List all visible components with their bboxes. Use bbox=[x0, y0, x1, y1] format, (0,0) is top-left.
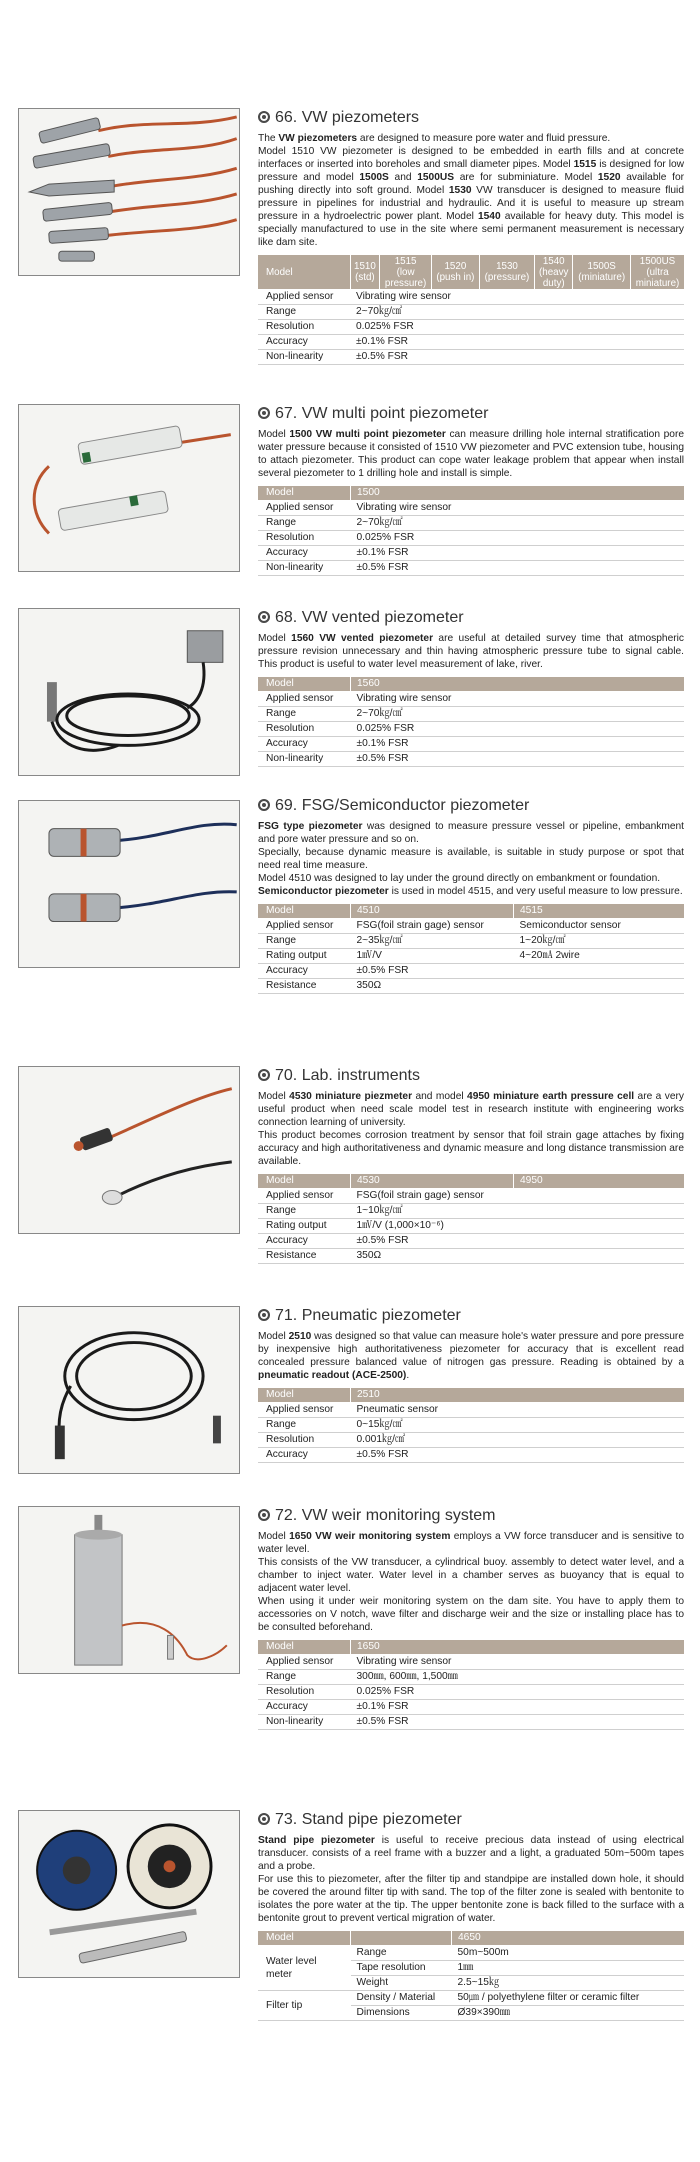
spec-table bbox=[258, 255, 684, 365]
section-title: 72. VW weir monitoring system bbox=[258, 1506, 684, 1525]
table-row: Non-linearity ±0.5% FSR bbox=[258, 1715, 684, 1730]
stand-pipe-content bbox=[258, 1810, 684, 2021]
spec-header-row: Model 2510 bbox=[258, 1388, 684, 1403]
lab-illustration bbox=[19, 1067, 239, 1233]
table-row: Applied sensor Vibrating wire sensor bbox=[258, 692, 684, 707]
fsg-content bbox=[258, 796, 684, 994]
table-row: Resistance 350Ω bbox=[258, 1249, 684, 1264]
section-description: Model 4530 miniature piezmeter and model 4950 miniature earth pressure cell are a very useful product when need scale model test in research institute with engineering works connection learning of university. This product becomes corrosion treatment by sensor that foil strain gage attaches by fixing accuracy and high authoritativeness and dynamic measure and long distance transmission are available. bbox=[258, 1091, 684, 1167]
circle-bullet-icon bbox=[258, 1309, 270, 1321]
vw-piezometers-photo bbox=[18, 108, 240, 276]
section-title: 70. Lab. instruments bbox=[258, 1066, 684, 1085]
multi-point-content bbox=[258, 404, 684, 576]
spec-table bbox=[258, 1640, 684, 1730]
circle-bullet-icon bbox=[258, 1509, 270, 1521]
table-row: Non-linearity ±0.5% FSR bbox=[258, 561, 684, 576]
vented-piezometer-photo bbox=[18, 608, 240, 776]
section-description: Model 1500 VW multi point piezometer can measure drilling hole internal stratification pore water pressure because it consisted of 1510 VW piezometer and PVC extension tube, housing to attach piezometer. This product can cope water leakage problem that appear when install several piezometer to 1 drilling hole and install is simple. bbox=[258, 429, 684, 479]
table-row: Rating output 1㎷/V (1,000×10⁻⁶) bbox=[258, 1219, 684, 1234]
multi-point-piezometer-photo bbox=[18, 404, 240, 572]
circle-bullet-icon bbox=[258, 1069, 270, 1081]
table-row: Range 2~70㎏/㎠ bbox=[258, 516, 684, 531]
vw-piezometers-content bbox=[258, 108, 684, 365]
spec-table bbox=[258, 1388, 684, 1463]
lab-instruments-photo bbox=[18, 1066, 240, 1234]
table-row: Range 1~10㎏/㎠ bbox=[258, 1204, 684, 1219]
spec-header-row: Model 4510 4515 bbox=[258, 904, 684, 919]
table-row: Non-linearity ±0.5% FSR bbox=[258, 350, 684, 365]
table-row: Resolution 0.025% FSR bbox=[258, 722, 684, 737]
table-row: Accuracy ±0.5% FSR bbox=[258, 1234, 684, 1249]
fsg-piezometer-photo bbox=[18, 800, 240, 968]
vented-illustration bbox=[19, 609, 239, 775]
section-title: 66. VW piezometers bbox=[258, 108, 684, 127]
table-row: Water level meter Range 50m~500m bbox=[258, 1946, 684, 1961]
circle-bullet-icon bbox=[258, 1813, 270, 1825]
table-row: Applied sensor FSG(foil strain gage) sensor Semiconductor sensor bbox=[258, 919, 684, 934]
table-row: Range 2~70㎏/㎠ bbox=[258, 707, 684, 722]
circle-bullet-icon bbox=[258, 111, 270, 123]
table-row: Applied sensor Vibrating wire sensor bbox=[258, 290, 684, 305]
section-title: 67. VW multi point piezometer bbox=[258, 404, 684, 423]
circle-bullet-icon bbox=[258, 407, 270, 419]
table-row: Range 2~70㎏/㎠ bbox=[258, 305, 684, 320]
fsg-illustration bbox=[19, 801, 239, 967]
table-row: Weight 2.5~15㎏ bbox=[258, 1976, 684, 1991]
section-description: Model 1560 VW vented piezometer are useful at detailed survey time that atmospheric pressure revision unnecessary and thin having atmospheric pressure tube to signal cable. This product is useful to water level measurement of lake, river. bbox=[258, 633, 685, 670]
table-row: Range 0~15㎏/㎠ bbox=[258, 1418, 684, 1433]
spec-header-row: Model 1500 bbox=[258, 486, 684, 501]
table-row: Applied sensor FSG(foil strain gage) sensor bbox=[258, 1189, 684, 1204]
pneumatic-content bbox=[258, 1306, 684, 1463]
vented-content bbox=[258, 608, 684, 767]
table-row: Range 300㎜, 600㎜, 1,500㎜ bbox=[258, 1670, 684, 1685]
spec-header-row: Model 4650 bbox=[258, 1931, 684, 1946]
circle-bullet-icon bbox=[258, 611, 270, 623]
section-description: Stand pipe piezometer is useful to receive precious data instead of using electrical transducer. consists of a reel frame with a buzzer and a light, a graduated 50m~500m tapes and a probe. For use this to piezometer, after the filter tip and standpipe are installed down hole, it should be covered the around filter tip with sand. The top of the filter zone is sealed with bentonite to isolates the pore water at the tip. The upper bentonite zone is back filled to the surface with a bentonite grout to prevent vertical migration of water. bbox=[258, 1835, 685, 1924]
section-title: 69. FSG/Semiconductor piezometer bbox=[258, 796, 684, 815]
section-title: 68. VW vented piezometer bbox=[258, 608, 684, 627]
stand-pipe-piezometer-photo bbox=[18, 1810, 240, 1978]
weir-illustration bbox=[19, 1507, 239, 1673]
table-row: Accuracy ±0.1% FSR bbox=[258, 1700, 684, 1715]
table-row: Rating output 1㎷/V 4~20㎃ 2wire bbox=[258, 949, 684, 964]
table-row: Accuracy ±0.1% FSR bbox=[258, 335, 684, 350]
multi-point-illustration bbox=[19, 405, 239, 571]
spec-header-row: Model 1510 (std) 1515 (low pressure) 1520 (push in) 1530 (pressure) 1540 (heavy duty) 1500S (miniature) 1500US (ultra miniature) bbox=[258, 255, 684, 290]
spec-table bbox=[258, 1931, 684, 2021]
section-title: 71. Pneumatic piezometer bbox=[258, 1306, 684, 1325]
table-row: Applied sensor Vibrating wire sensor bbox=[258, 1655, 684, 1670]
spec-header-row: Model 4530 4950 bbox=[258, 1174, 684, 1189]
table-row: Accuracy ±0.5% FSR bbox=[258, 964, 684, 979]
section-description: Model 1650 VW weir monitoring system employs a VW force transducer and is sensitive to water level. This consists of the VW transducer, a cylindrical buoy. assembly to detect water level, and a chamber to inject water. Water level in a chamber serves as buoyancy that is equal to adjacent water level. When using it under weir monitoring system on the dam site. You have to apply them to accessories on V notch, wave filter and discharge weir and the size or installing place has to be consulted beforehand. bbox=[258, 1531, 684, 1633]
table-row: Accuracy ±0.1% FSR bbox=[258, 737, 684, 752]
spec-header-row: Model 1560 bbox=[258, 677, 684, 692]
table-row: Resolution 0.025% FSR bbox=[258, 320, 684, 335]
table-row: Resolution 0.001㎏/㎠ bbox=[258, 1433, 684, 1448]
table-row: Range 2~35㎏/㎠ 1~20㎏/㎠ bbox=[258, 934, 684, 949]
table-row: Accuracy ±0.1% FSR bbox=[258, 546, 684, 561]
section-description: The VW piezometers are designed to measure pore water and fluid pressure. Model 1510 VW piezometer is designed to be embedded in earth fills and at concrete interfaces or inserted into boreholes and small diameter pipes. Model 1515 is designed for low pressure and model 1500S and 1500US are for subminiature. Model 1520 available for pushing directly into soft ground. Model 1530 VW transducer is designed to measure fluid pressure in pipelines for industrial and hydraulic. And it is useful to measure up stream pressure in a hydroelectric power plant. Model 1540 available for heavy duty. This model is specially manufactured to use in the site where semi permanent measurement is necessary like dam site. bbox=[258, 133, 684, 248]
table-row: Dimensions Ø39×390㎜ bbox=[258, 2006, 684, 2021]
lab-content bbox=[258, 1066, 684, 1264]
section-description: FSG type piezometer was designed to measure pressure vessel or pipeline, embankment and pore water pressure and so on. Specially, because dynamic measure is available, is suitable in study purpose or spot that need real time measure. Model 4510 was designed to lay under the ground directly on embankment or foundation. Semiconductor piezometer is used in model 4515, and very useful measure to low pressure. bbox=[258, 821, 684, 897]
spec-table bbox=[258, 1174, 684, 1264]
table-row: Applied sensor Pneumatic sensor bbox=[258, 1403, 684, 1418]
table-row: Applied sensor Vibrating wire sensor bbox=[258, 501, 684, 516]
table-row: Filter tip Density / Material 50㎛ / polyethylene filter or ceramic filter bbox=[258, 1991, 684, 2006]
table-row: Resolution 0.025% FSR bbox=[258, 531, 684, 546]
table-row: Tape resolution 1㎜ bbox=[258, 1961, 684, 1976]
table-row: Resistance 350Ω bbox=[258, 979, 684, 994]
circle-bullet-icon bbox=[258, 799, 270, 811]
spec-table bbox=[258, 904, 684, 994]
spec-table bbox=[258, 486, 684, 576]
pneumatic-illustration bbox=[19, 1307, 239, 1473]
pneumatic-piezometer-photo bbox=[18, 1306, 240, 1474]
section-title: 73. Stand pipe piezometer bbox=[258, 1810, 684, 1829]
weir-monitoring-photo bbox=[18, 1506, 240, 1674]
table-row: Resolution 0.025% FSR bbox=[258, 1685, 684, 1700]
piezometers-illustration bbox=[19, 109, 239, 275]
weir-content bbox=[258, 1506, 684, 1730]
table-row: Accuracy ±0.5% FSR bbox=[258, 1448, 684, 1463]
spec-table bbox=[258, 677, 684, 767]
section-description: Model 2510 was designed so that value can measure hole's water pressure and pore pressure by inexpensive high authoritativeness piezometer for accuracy that is excellent read concealed pressure balanced value of nitrogen gas pressure. Reading is obtained by a pneumatic readout (ACE-2500). bbox=[258, 1331, 684, 1381]
stand-pipe-illustration bbox=[19, 1811, 239, 1977]
spec-header-row: Model 1650 bbox=[258, 1640, 684, 1655]
table-row: Non-linearity ±0.5% FSR bbox=[258, 752, 684, 767]
